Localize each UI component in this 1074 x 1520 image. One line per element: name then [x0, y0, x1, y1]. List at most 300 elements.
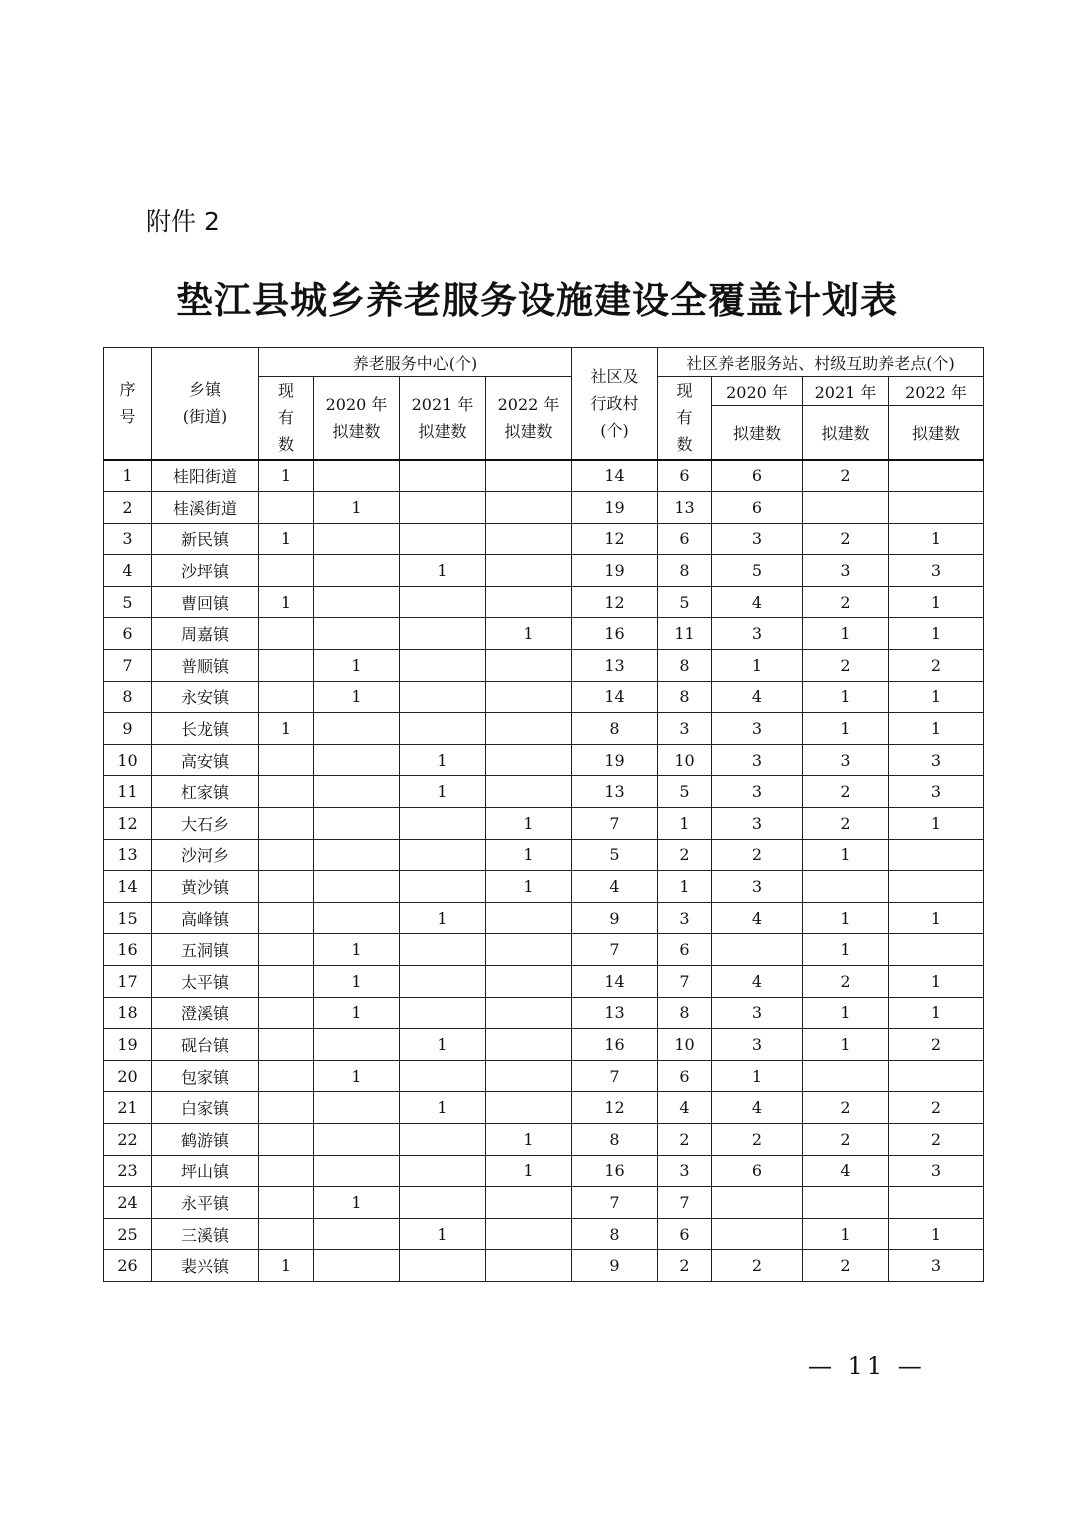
cell-town: 长龙镇	[152, 713, 259, 745]
cell-station-existing: 2	[658, 839, 712, 871]
cell-station-2022: 1	[889, 902, 984, 934]
cell-station-2020: 1	[712, 650, 803, 682]
header-station-2020-planned: 拟建数	[712, 406, 803, 460]
cell-center-2020	[314, 713, 400, 745]
cell-center-2022	[486, 1060, 572, 1092]
cell-center-2021: 1	[400, 1029, 486, 1061]
cell-center-2020	[314, 808, 400, 840]
cell-station-2021	[803, 1060, 889, 1092]
cell-station-2022	[889, 934, 984, 966]
cell-seq: 13	[104, 839, 152, 871]
cell-station-existing: 7	[658, 1187, 712, 1219]
table-header	[104, 348, 984, 460]
table-row	[104, 776, 984, 808]
cell-center-existing	[259, 1123, 314, 1155]
table-row	[104, 934, 984, 966]
header-station-2022-year: 2022 年	[889, 377, 984, 406]
cell-center-existing	[259, 555, 314, 587]
cell-station-existing: 4	[658, 1092, 712, 1124]
cell-seq: 25	[104, 1218, 152, 1250]
cell-community-count: 19	[572, 492, 658, 524]
cell-center-2020: 1	[314, 1060, 400, 1092]
table-row	[104, 1092, 984, 1124]
cell-center-2020	[314, 555, 400, 587]
cell-station-2021: 2	[803, 523, 889, 555]
cell-center-2020	[314, 1123, 400, 1155]
header-community: 社区及 行政村 (个)	[572, 348, 658, 460]
cell-station-2021: 2	[803, 808, 889, 840]
cell-center-2020	[314, 460, 400, 492]
cell-station-existing: 10	[658, 744, 712, 776]
table-row	[104, 586, 984, 618]
cell-station-2020: 3	[712, 871, 803, 903]
cell-seq: 22	[104, 1123, 152, 1155]
cell-center-existing	[259, 618, 314, 650]
cell-center-2022: 1	[486, 839, 572, 871]
cell-town: 鹤游镇	[152, 1123, 259, 1155]
cell-community-count: 19	[572, 555, 658, 587]
cell-center-2020	[314, 1155, 400, 1187]
header-station-2022-planned: 拟建数	[889, 406, 984, 460]
cell-station-2021: 1	[803, 713, 889, 745]
cell-town: 坪山镇	[152, 1155, 259, 1187]
header-center-2022: 2022 年 拟建数	[486, 377, 572, 460]
cell-station-2021: 2	[803, 586, 889, 618]
table-row	[104, 744, 984, 776]
cell-center-2020	[314, 1029, 400, 1061]
cell-town: 三溪镇	[152, 1218, 259, 1250]
cell-station-2022: 1	[889, 618, 984, 650]
cell-station-2022: 3	[889, 1250, 984, 1282]
cell-station-2022: 3	[889, 744, 984, 776]
table-row	[104, 1029, 984, 1061]
cell-station-2021: 2	[803, 1123, 889, 1155]
cell-center-2022	[486, 1187, 572, 1219]
cell-center-2020: 1	[314, 492, 400, 524]
cell-station-2021: 1	[803, 902, 889, 934]
cell-seq: 15	[104, 902, 152, 934]
cell-town: 桂阳街道	[152, 460, 259, 492]
cell-community-count: 14	[572, 460, 658, 492]
cell-station-existing: 3	[658, 902, 712, 934]
cell-town: 曹回镇	[152, 586, 259, 618]
cell-community-count: 16	[572, 618, 658, 650]
cell-center-2021	[400, 460, 486, 492]
cell-seq: 26	[104, 1250, 152, 1282]
cell-center-existing	[259, 776, 314, 808]
table-row	[104, 997, 984, 1029]
cell-seq: 18	[104, 997, 152, 1029]
header-station-2021-year: 2021 年	[803, 377, 889, 406]
cell-seq: 11	[104, 776, 152, 808]
cell-center-2021	[400, 1187, 486, 1219]
cell-town: 永安镇	[152, 681, 259, 713]
cell-station-2020: 2	[712, 1123, 803, 1155]
cell-center-2021	[400, 934, 486, 966]
cell-station-2022: 2	[889, 1092, 984, 1124]
cell-station-2021: 2	[803, 460, 889, 492]
cell-town: 周嘉镇	[152, 618, 259, 650]
header-station-group: 社区养老服务站、村级互助养老点(个)	[658, 348, 984, 377]
cell-community-count: 8	[572, 1123, 658, 1155]
cell-center-2022	[486, 1250, 572, 1282]
cell-center-2021	[400, 586, 486, 618]
cell-community-count: 14	[572, 966, 658, 998]
cell-station-2020: 3	[712, 523, 803, 555]
cell-center-2021	[400, 492, 486, 524]
cell-town: 澄溪镇	[152, 997, 259, 1029]
cell-station-2022: 2	[889, 1029, 984, 1061]
cell-station-existing: 11	[658, 618, 712, 650]
cell-station-2022	[889, 1187, 984, 1219]
cell-station-2021: 3	[803, 744, 889, 776]
cell-station-2022: 1	[889, 808, 984, 840]
table-row	[104, 1250, 984, 1282]
cell-center-2020	[314, 1092, 400, 1124]
cell-station-2020: 2	[712, 1250, 803, 1282]
cell-center-2021	[400, 1123, 486, 1155]
cell-station-2021	[803, 492, 889, 524]
cell-town: 包家镇	[152, 1060, 259, 1092]
cell-town: 杠家镇	[152, 776, 259, 808]
cell-community-count: 8	[572, 1218, 658, 1250]
cell-station-2021: 3	[803, 555, 889, 587]
cell-center-2020: 1	[314, 934, 400, 966]
cell-center-2020	[314, 871, 400, 903]
cell-seq: 14	[104, 871, 152, 903]
cell-station-existing: 8	[658, 555, 712, 587]
cell-seq: 2	[104, 492, 152, 524]
cell-center-2022: 1	[486, 808, 572, 840]
cell-community-count: 4	[572, 871, 658, 903]
cell-center-existing: 1	[259, 460, 314, 492]
cell-center-existing: 1	[259, 713, 314, 745]
cell-station-2022: 1	[889, 523, 984, 555]
cell-station-existing: 8	[658, 650, 712, 682]
cell-station-existing: 3	[658, 1155, 712, 1187]
cell-center-2022	[486, 997, 572, 1029]
cell-center-2020: 1	[314, 997, 400, 1029]
cell-center-2021	[400, 1155, 486, 1187]
cell-center-2022	[486, 460, 572, 492]
cell-center-2020	[314, 523, 400, 555]
cell-community-count: 13	[572, 650, 658, 682]
cell-center-2022	[486, 555, 572, 587]
cell-center-2022	[486, 966, 572, 998]
cell-station-existing: 8	[658, 681, 712, 713]
cell-center-2021: 1	[400, 1218, 486, 1250]
cell-station-2020: 5	[712, 555, 803, 587]
table-row	[104, 650, 984, 682]
header-center-existing: 现 有 数	[259, 377, 314, 460]
cell-community-count: 7	[572, 934, 658, 966]
cell-center-2020	[314, 1250, 400, 1282]
cell-station-existing: 6	[658, 1060, 712, 1092]
cell-station-2021: 4	[803, 1155, 889, 1187]
cell-seq: 4	[104, 555, 152, 587]
cell-station-2020: 6	[712, 460, 803, 492]
cell-station-2020: 3	[712, 744, 803, 776]
cell-station-2020	[712, 1187, 803, 1219]
cell-station-existing: 6	[658, 934, 712, 966]
cell-town: 普顺镇	[152, 650, 259, 682]
cell-center-existing	[259, 839, 314, 871]
cell-center-2021	[400, 1060, 486, 1092]
cell-station-2022	[889, 839, 984, 871]
cell-center-existing	[259, 966, 314, 998]
page-number: — 11 —	[808, 1352, 926, 1380]
cell-center-existing	[259, 808, 314, 840]
table-row	[104, 871, 984, 903]
cell-station-2022: 2	[889, 1123, 984, 1155]
cell-station-2021: 2	[803, 776, 889, 808]
cell-station-2021: 1	[803, 934, 889, 966]
cell-station-2020: 3	[712, 618, 803, 650]
cell-seq: 12	[104, 808, 152, 840]
header-center-group: 养老服务中心(个)	[259, 348, 572, 377]
table-row	[104, 966, 984, 998]
cell-center-existing	[259, 1155, 314, 1187]
cell-station-2020: 1	[712, 1060, 803, 1092]
table-row	[104, 681, 984, 713]
table-row	[104, 1187, 984, 1219]
cell-town: 裴兴镇	[152, 1250, 259, 1282]
cell-center-2022	[486, 776, 572, 808]
cell-center-2021	[400, 839, 486, 871]
cell-center-2021: 1	[400, 776, 486, 808]
cell-station-existing: 2	[658, 1123, 712, 1155]
cell-station-2021: 1	[803, 997, 889, 1029]
cell-seq: 7	[104, 650, 152, 682]
cell-station-2021: 1	[803, 839, 889, 871]
cell-center-existing	[259, 681, 314, 713]
cell-center-2020	[314, 902, 400, 934]
cell-station-2020: 3	[712, 776, 803, 808]
cell-center-2020	[314, 1218, 400, 1250]
cell-station-existing: 6	[658, 523, 712, 555]
cell-center-2022	[486, 650, 572, 682]
cell-center-2022: 1	[486, 871, 572, 903]
cell-station-2020: 3	[712, 1029, 803, 1061]
cell-station-2021: 2	[803, 966, 889, 998]
cell-community-count: 19	[572, 744, 658, 776]
cell-seq: 6	[104, 618, 152, 650]
cell-station-existing: 8	[658, 997, 712, 1029]
cell-station-2020: 6	[712, 1155, 803, 1187]
cell-community-count: 8	[572, 713, 658, 745]
cell-station-2022: 3	[889, 776, 984, 808]
table-row	[104, 1060, 984, 1092]
cell-town: 大石乡	[152, 808, 259, 840]
cell-town: 沙河乡	[152, 839, 259, 871]
cell-center-2022: 1	[486, 1123, 572, 1155]
cell-center-2020	[314, 586, 400, 618]
cell-station-2021: 2	[803, 1250, 889, 1282]
cell-center-2021	[400, 966, 486, 998]
header-station-2021-planned: 拟建数	[803, 406, 889, 460]
cell-station-existing: 7	[658, 966, 712, 998]
cell-station-2021: 1	[803, 618, 889, 650]
cell-center-2022	[486, 1218, 572, 1250]
cell-community-count: 12	[572, 1092, 658, 1124]
cell-station-existing: 13	[658, 492, 712, 524]
cell-station-existing: 1	[658, 871, 712, 903]
cell-center-2021	[400, 808, 486, 840]
cell-center-existing	[259, 871, 314, 903]
header-seq: 序 号	[104, 348, 152, 460]
cell-seq: 20	[104, 1060, 152, 1092]
cell-station-2020: 2	[712, 839, 803, 871]
table-row	[104, 1218, 984, 1250]
table-row	[104, 492, 984, 524]
cell-station-2021	[803, 1187, 889, 1219]
cell-center-2021: 1	[400, 1092, 486, 1124]
cell-station-2020: 3	[712, 808, 803, 840]
cell-center-2022	[486, 1092, 572, 1124]
cell-community-count: 12	[572, 523, 658, 555]
document-title: 垫江县城乡养老服务设施建设全覆盖计划表	[176, 279, 898, 322]
table-row	[104, 1123, 984, 1155]
cell-station-2022: 1	[889, 1218, 984, 1250]
cell-community-count: 5	[572, 839, 658, 871]
cell-community-count: 13	[572, 776, 658, 808]
cell-center-2020	[314, 744, 400, 776]
cell-station-2020: 3	[712, 997, 803, 1029]
cell-station-2022	[889, 871, 984, 903]
cell-center-existing	[259, 1029, 314, 1061]
cell-center-2022	[486, 713, 572, 745]
cell-station-existing: 5	[658, 586, 712, 618]
cell-town: 高峰镇	[152, 902, 259, 934]
cell-center-2022: 1	[486, 1155, 572, 1187]
cell-center-2022	[486, 934, 572, 966]
cell-center-existing	[259, 744, 314, 776]
cell-center-2020	[314, 776, 400, 808]
cell-center-2021: 1	[400, 555, 486, 587]
cell-station-2021: 1	[803, 1218, 889, 1250]
cell-station-2022: 1	[889, 713, 984, 745]
cell-seq: 8	[104, 681, 152, 713]
cell-town: 高安镇	[152, 744, 259, 776]
cell-center-2020	[314, 618, 400, 650]
cell-station-2022	[889, 1060, 984, 1092]
cell-center-2022	[486, 492, 572, 524]
cell-community-count: 9	[572, 902, 658, 934]
cell-center-2020	[314, 839, 400, 871]
cell-station-2020	[712, 1218, 803, 1250]
cell-seq: 17	[104, 966, 152, 998]
cell-center-2022: 1	[486, 618, 572, 650]
plan-table	[103, 347, 984, 1282]
table-row	[104, 555, 984, 587]
cell-station-existing: 6	[658, 460, 712, 492]
cell-center-existing	[259, 650, 314, 682]
cell-center-2021: 1	[400, 902, 486, 934]
header-station-existing: 现 有 数	[658, 377, 712, 460]
cell-seq: 5	[104, 586, 152, 618]
table-row	[104, 902, 984, 934]
cell-center-existing: 1	[259, 523, 314, 555]
cell-center-2021	[400, 713, 486, 745]
cell-station-existing: 10	[658, 1029, 712, 1061]
cell-seq: 10	[104, 744, 152, 776]
cell-center-2022	[486, 902, 572, 934]
cell-station-2020: 4	[712, 1092, 803, 1124]
cell-station-2020: 6	[712, 492, 803, 524]
cell-seq: 23	[104, 1155, 152, 1187]
cell-center-existing	[259, 1218, 314, 1250]
cell-center-existing	[259, 1187, 314, 1219]
cell-town: 黄沙镇	[152, 871, 259, 903]
table-row	[104, 460, 984, 492]
cell-center-2020: 1	[314, 966, 400, 998]
cell-community-count: 16	[572, 1155, 658, 1187]
cell-center-2020: 1	[314, 650, 400, 682]
cell-station-existing: 2	[658, 1250, 712, 1282]
cell-station-2020	[712, 934, 803, 966]
table-row	[104, 839, 984, 871]
cell-center-existing	[259, 997, 314, 1029]
cell-station-2022	[889, 492, 984, 524]
cell-town: 新民镇	[152, 523, 259, 555]
cell-station-2020: 4	[712, 681, 803, 713]
cell-town: 桂溪街道	[152, 492, 259, 524]
cell-station-2022: 1	[889, 586, 984, 618]
cell-station-existing: 6	[658, 1218, 712, 1250]
cell-seq: 19	[104, 1029, 152, 1061]
cell-seq: 16	[104, 934, 152, 966]
cell-community-count: 13	[572, 997, 658, 1029]
header-station-2020-year: 2020 年	[712, 377, 803, 406]
cell-center-2021	[400, 618, 486, 650]
cell-center-2021	[400, 650, 486, 682]
cell-seq: 24	[104, 1187, 152, 1219]
cell-community-count: 14	[572, 681, 658, 713]
cell-center-existing	[259, 1092, 314, 1124]
cell-town: 太平镇	[152, 966, 259, 998]
cell-seq: 3	[104, 523, 152, 555]
cell-community-count: 9	[572, 1250, 658, 1282]
cell-station-2020: 3	[712, 713, 803, 745]
cell-center-2022	[486, 523, 572, 555]
cell-center-existing	[259, 934, 314, 966]
table-row	[104, 713, 984, 745]
cell-station-2022: 1	[889, 681, 984, 713]
cell-center-2021	[400, 871, 486, 903]
cell-station-2020: 4	[712, 966, 803, 998]
cell-community-count: 7	[572, 808, 658, 840]
cell-station-2022: 3	[889, 1155, 984, 1187]
cell-center-existing	[259, 902, 314, 934]
cell-center-existing: 1	[259, 586, 314, 618]
table-row	[104, 618, 984, 650]
table-row	[104, 808, 984, 840]
cell-seq: 1	[104, 460, 152, 492]
cell-town: 沙坪镇	[152, 555, 259, 587]
cell-town: 白家镇	[152, 1092, 259, 1124]
cell-center-2021	[400, 523, 486, 555]
cell-center-existing: 1	[259, 1250, 314, 1282]
cell-community-count: 12	[572, 586, 658, 618]
cell-town: 砚台镇	[152, 1029, 259, 1061]
header-town: 乡镇 (街道)	[152, 348, 259, 460]
header-center-2020: 2020 年 拟建数	[314, 377, 400, 460]
cell-center-2021	[400, 997, 486, 1029]
attachment-label: 附件 2	[146, 207, 220, 236]
cell-station-existing: 5	[658, 776, 712, 808]
cell-center-2022	[486, 586, 572, 618]
cell-center-2022	[486, 681, 572, 713]
